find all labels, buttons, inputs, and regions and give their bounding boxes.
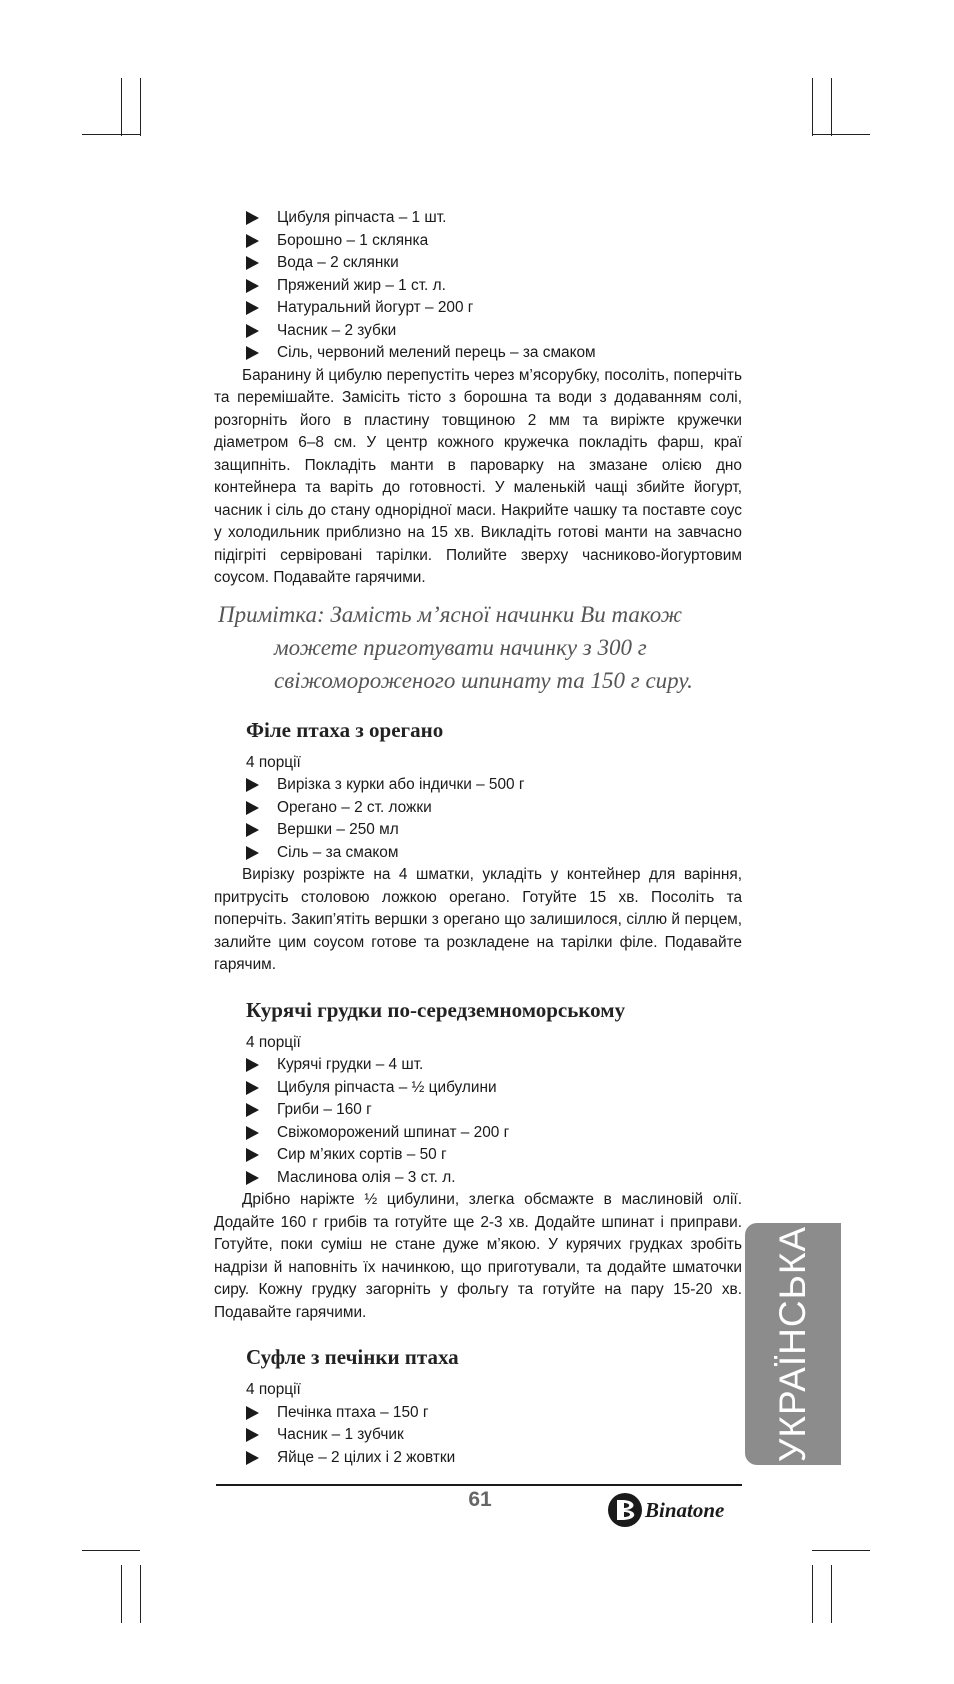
bullet-triangle-icon	[246, 1058, 259, 1072]
bullet-triangle-icon	[246, 1148, 259, 1162]
crop-mark	[831, 78, 832, 136]
list-item: Вирізка з курки або індички – 500 г	[214, 774, 742, 797]
crop-mark	[812, 78, 813, 136]
page-number: 61	[468, 1488, 492, 1511]
crop-mark	[812, 1565, 813, 1623]
list-item: Цибуля ріпчаста – 1 шт.	[214, 207, 742, 230]
bullet-triangle-icon	[246, 279, 259, 293]
crop-mark	[812, 134, 870, 135]
crop-mark	[82, 1550, 140, 1551]
bullet-triangle-icon	[246, 1081, 259, 1095]
bullet-triangle-icon	[246, 234, 259, 248]
recipe-title: Курячі грудки по-середземноморському	[246, 997, 626, 1022]
page-content	[214, 207, 742, 1469]
list-item: Сир м’яких сортів – 50 г	[214, 1144, 742, 1167]
crop-mark	[121, 1565, 122, 1623]
bullet-triangle-icon	[246, 346, 259, 360]
list-item: Печінка птаха – 150 г	[214, 1402, 742, 1425]
list-item: Цибуля ріпчаста – ½ цибулини	[214, 1077, 742, 1100]
crop-mark	[82, 134, 140, 135]
intro-instructions: Баранину й цибулю перепустіть через м’ясорубку, посоліть, поперчіть та перемішайте. Замісіть тісто з борошна та води з додаванням солі, розгорніть його в пластину товщиною 2 мм та виріжте кружечки діаметром 6–8 см. У центр кожного кружечка покладіть фарш, краї защипніть. Покладіть манти в пароварку на змазане олією дно контейнера та варіть до готовності. У маленькій чащі збийте йогурт, часник і сіль до стану однорідної маси. Накрийте чашку та поставте соус у холодильник приблизно на 15 хв. Викладіть готові манти на завчасно підігріті сервіровані тарілки. Полийте зверху часниково-йогуртовим соусом. Подавайте гарячими.	[214, 366, 742, 586]
list-item: Гриби – 160 г	[214, 1099, 742, 1122]
language-side-tab	[745, 1223, 841, 1465]
crop-mark	[140, 78, 141, 136]
note-line: можете приготувати начинку з 300 г	[274, 634, 647, 660]
bullet-triangle-icon	[246, 801, 259, 815]
bullet-triangle-icon	[246, 778, 259, 792]
bullet-triangle-icon	[246, 1451, 259, 1465]
ingredient-list	[214, 774, 742, 864]
crop-mark	[121, 78, 122, 136]
servings: 4 порції	[246, 1381, 301, 1398]
bullet-triangle-icon	[246, 846, 259, 860]
bullet-triangle-icon	[246, 301, 259, 315]
list-item: Вода – 2 склянки	[214, 252, 742, 275]
list-item: Вершки – 250 мл	[214, 819, 742, 842]
note-line: свіжомороженого шпинату та 150 г сиру.	[274, 667, 693, 693]
recipe-instructions: Вирізку розріжте на 4 шматки, укладіть у контейнер для варіння, притрусіть столовою ложкою орегано. Готуйте 15 хв. Посоліть та поперчіть. Закип’ятіть вершки з орегано що залишилося, сіллю й перцем, залийте цим соусом готове та розкладене на тарілки філе. Подавайте гарячим.	[214, 866, 742, 973]
bullet-triangle-icon	[246, 256, 259, 270]
note	[218, 598, 742, 697]
ingredient-list	[214, 1402, 742, 1470]
list-item: Часник – 2 зубки	[214, 320, 742, 343]
servings: 4 порції	[246, 753, 301, 771]
crop-mark	[812, 1550, 870, 1551]
bullet-triangle-icon	[246, 1126, 259, 1140]
list-item: Часник – 1 зубчик	[214, 1424, 742, 1447]
bullet-triangle-icon	[246, 211, 259, 225]
recipe-title: Філе птаха з орегано	[246, 717, 444, 742]
bullet-triangle-icon	[246, 823, 259, 837]
bullet-triangle-icon	[246, 1428, 259, 1442]
bullet-triangle-icon	[246, 1103, 259, 1117]
list-item: Натуральний йогурт – 200 г	[214, 297, 742, 320]
bullet-triangle-icon	[246, 324, 259, 338]
ingredient-list	[214, 1054, 742, 1189]
binatone-logo-icon	[607, 1492, 643, 1528]
servings: 4 порції	[246, 1033, 301, 1051]
list-item: Сіль, червоний мелений перець – за смаком	[214, 342, 742, 365]
language-label: УКРАЇНСЬКА	[772, 1225, 813, 1463]
brand-logo	[607, 1490, 745, 1530]
bullet-triangle-icon	[246, 1171, 259, 1185]
list-item: Яйце – 2 цілих і 2 жовтки	[214, 1447, 742, 1470]
list-item: Пряжений жир – 1 ст. л.	[214, 275, 742, 298]
recipe-instructions: Дрібно наріжте ½ цибулини, злегка обсмажте в маслиновій олії. Додайте 160 г грибів та готуйте ще 2-3 хв. Додайте шпинат і приправи. Готуйте, поки суміш не стане дуже м’якою. У курячих грудках зробіть надрізи й наповніть їх начинкою, що приготували, та додайте шматочки сиру. Кожну грудку загорніть у фольгу та готуйте на пару 15-20 хв. Подавайте гарячими.	[214, 1191, 742, 1321]
list-item: Курячі грудки – 4 шт.	[214, 1054, 742, 1077]
footer-divider	[216, 1484, 742, 1486]
crop-mark	[831, 1565, 832, 1623]
intro-ingredient-list	[214, 207, 742, 365]
list-item: Орегано – 2 ст. ложки	[214, 797, 742, 820]
list-item: Свіжоморожений шпинат – 200 г	[214, 1122, 742, 1145]
list-item: Сіль – за смаком	[214, 842, 742, 865]
bullet-triangle-icon	[246, 1406, 259, 1420]
brand-name: Binatone	[645, 1497, 725, 1522]
crop-mark	[140, 1565, 141, 1623]
note-line: Примітка: Замість м’ясної начинки Ви також	[218, 601, 683, 627]
recipe-title: Суфле з печінки птаха	[246, 1345, 459, 1369]
list-item: Борошно – 1 склянка	[214, 230, 742, 253]
list-item: Маслинова олія – 3 ст. л.	[214, 1167, 742, 1190]
